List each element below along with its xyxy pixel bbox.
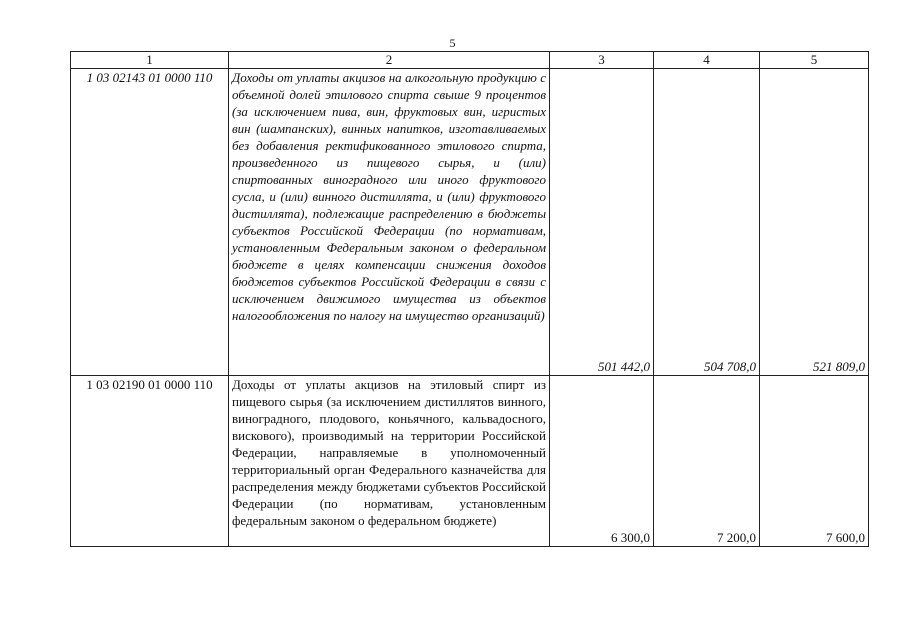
value-col-3-cell: 6 300,0 xyxy=(550,376,654,547)
table-row xyxy=(71,376,869,547)
header-col-4: 4 xyxy=(654,52,760,69)
table-row xyxy=(71,69,869,376)
description-cell: Доходы от уплаты акцизов на этиловый спирт из пищевого сырья (за исключением дистиллятов винного, виноградного, плодового, коньячного, кальвадосного, вискового), производимый на территории Российской Федерации, направляемые в уполномоченный территориальный орган Федерального казначейства для распределения между бюджетами субъектов Российской Федерации (по нормативам, установленным федеральным законом о федеральном бюджете) xyxy=(229,376,550,547)
budget-code-cell: 1 03 02190 01 0000 110 xyxy=(71,376,229,547)
header-col-1: 1 xyxy=(71,52,229,69)
header-row xyxy=(71,52,869,69)
budget-code-cell: 1 03 02143 01 0000 110 xyxy=(71,69,229,376)
value-col-4-cell: 7 200,0 xyxy=(654,376,760,547)
description-cell: Доходы от уплаты акцизов на алкогольную продукцию с объемной долей этилового спирта свыше 9 процентов (за исключением пива, вин, фруктовых вин, игристых вин (шампанских), винных напитков, изготавливаемых без добавления ректификованного этилового спирта, произведенного из пищевого сырья, и (или) спиртованных виноградного или иного фруктового сусла, и (или) винного дистиллята, и (или) фруктового дистиллята), подлежащие распределению в бюджеты субъектов Российской Федерации (по нормативам, установленным Федеральным законом о федеральном бюджете в целях компенсации снижения доходов бюджетов субъектов Российской Федерации в связи с исключением движимого имущества из объектов налогообложения по налогу на имущество организаций) xyxy=(229,69,550,376)
value-col-3-cell: 501 442,0 xyxy=(550,69,654,376)
value-col-5-cell: 521 809,0 xyxy=(760,69,869,376)
header-col-5: 5 xyxy=(760,52,869,69)
header-col-2: 2 xyxy=(229,52,550,69)
header-col-3: 3 xyxy=(550,52,654,69)
budget-table xyxy=(70,51,869,547)
value-col-4-cell: 504 708,0 xyxy=(654,69,760,376)
value-col-5-cell: 7 600,0 xyxy=(760,376,869,547)
page-number: 5 xyxy=(449,36,456,50)
